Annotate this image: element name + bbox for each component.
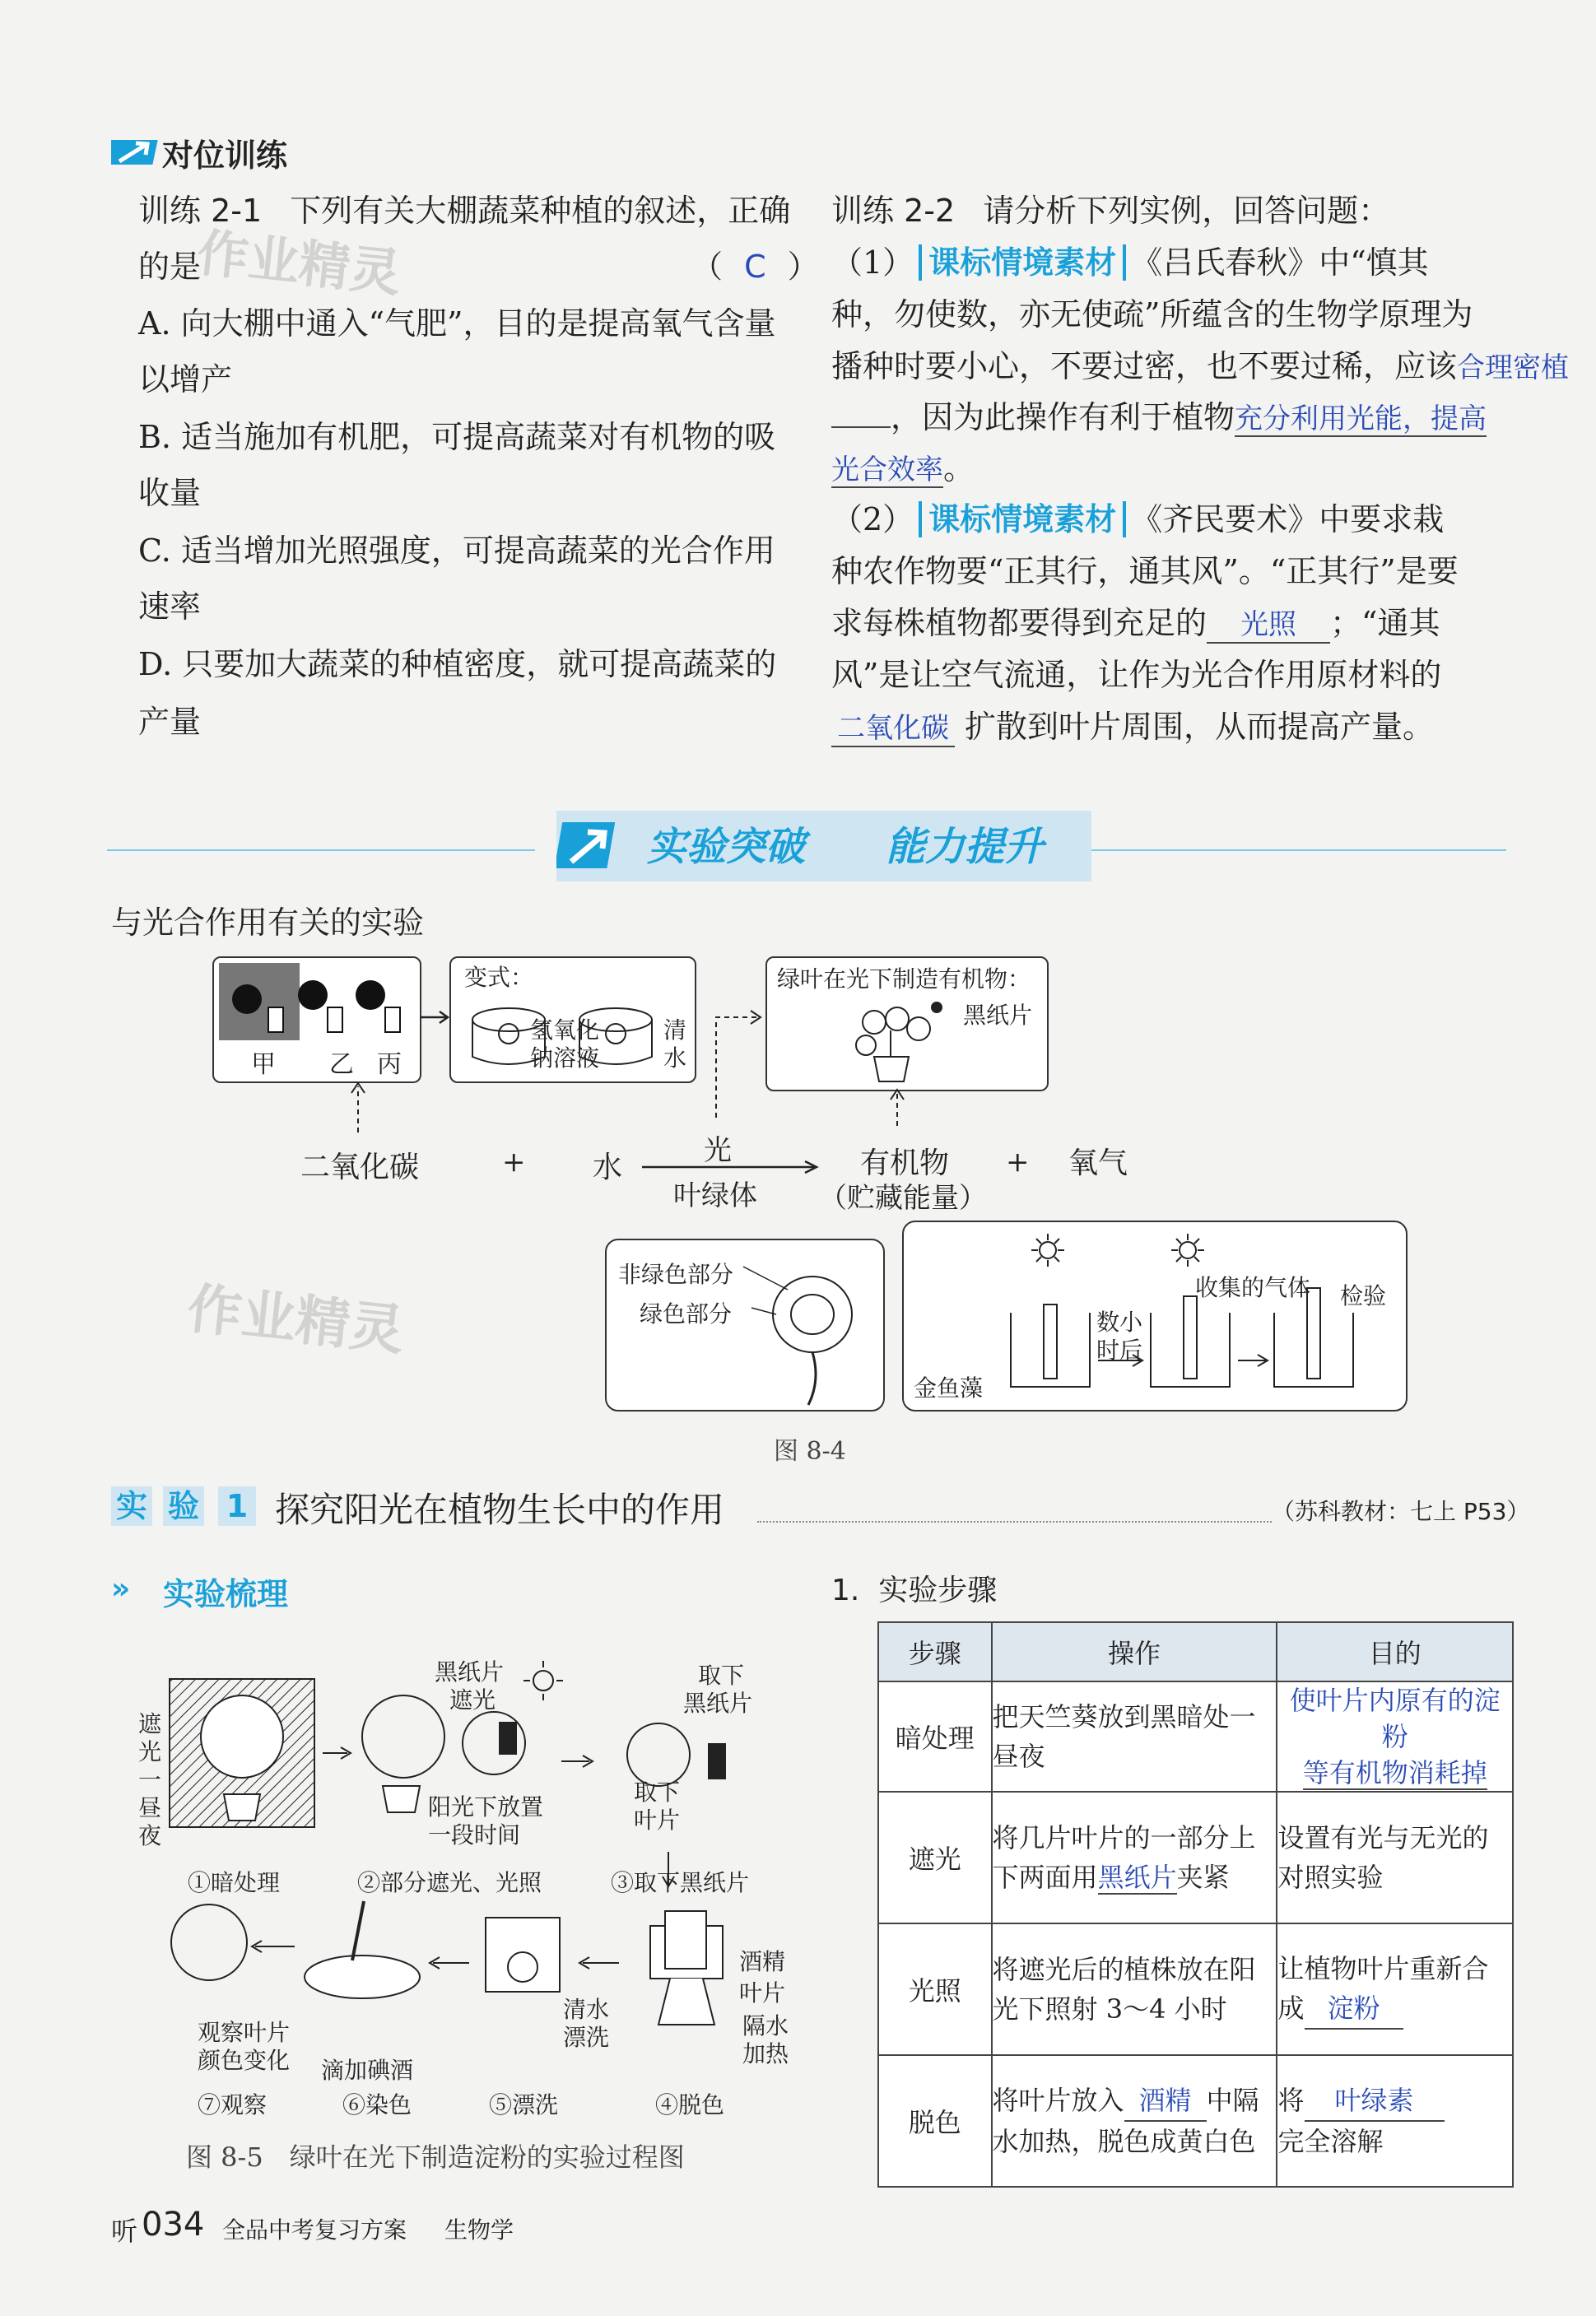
purpose-cell [1277, 1681, 1513, 1792]
eq-oxygen: 氧气 [1068, 1146, 1128, 1180]
green-part-label: 绿色部分 [640, 1300, 733, 1328]
paren-right: ） [787, 249, 819, 285]
eq-chlorophyll: 叶绿体 [673, 1179, 757, 1212]
step-7-label: ⑦观察 [198, 2091, 268, 2118]
variegated-leaf-box [605, 1239, 885, 1411]
steps-title: 1. 实验步骤 [831, 1574, 998, 1607]
banner-rule-right [1062, 849, 1506, 851]
dark-label-char: 夜 [138, 1822, 162, 1849]
operation-text: 中隔水加热，脱色成黄白色 [992, 2085, 1259, 2157]
exp-tag-2: 验 [163, 1486, 204, 1526]
observe-label-1: 观察叶片 [198, 2019, 291, 2046]
double-chevron-icon: » [111, 1572, 131, 1606]
operation-text: 将几片叶片的一部分上下两面用 [992, 1822, 1256, 1893]
answer-3: 光照 [1207, 602, 1330, 644]
footer-page-prefix: 听 [111, 2216, 138, 2247]
variant-label: 变式： [464, 964, 534, 991]
remove-label-1: 取下 [698, 1662, 745, 1689]
take-leaf-label-2: 叶片 [634, 1807, 681, 1834]
exp-number: 1 [218, 1486, 256, 1526]
purpose-answer: 叶绿素 [1305, 2081, 1445, 2122]
black-paper-label: 黑纸片 [963, 1002, 1033, 1029]
banner-rule-left [107, 849, 535, 851]
watermark: 作业精灵 [184, 1277, 407, 1363]
part-2-text: 扩散到叶片周围，从而提高产量。 [965, 709, 1435, 745]
eq-organic: 有机物 [860, 1146, 950, 1180]
purpose-answer: 使叶片内原有的淀粉 [1289, 1685, 1501, 1752]
q21-label: 训练 2-1 [138, 193, 263, 229]
figure-8-4-caption: 图 8-4 [774, 1437, 846, 1466]
exp-title: 探究阳光在植物生长中的作用 [275, 1490, 725, 1530]
observe-label-2: 颜色变化 [198, 2047, 291, 2074]
sunlight-label-1: 阳光下放置 [428, 1793, 544, 1821]
q22-label: 训练 2-2 [831, 193, 956, 229]
part-2-number: （2） [831, 501, 914, 537]
q21-stem-a: 下列有关大棚蔬菜种植的叙述，正确 [290, 193, 791, 229]
dark-label-char: 遮 [138, 1710, 162, 1737]
hours-label-1: 数小 [1096, 1309, 1143, 1336]
part-1-number: （1） [831, 244, 914, 281]
review-title: 实验梳理 [163, 1576, 289, 1612]
purpose-cell [1277, 1923, 1513, 2055]
step-1-label: ①暗处理 [188, 1869, 281, 1896]
table-row [878, 2055, 1513, 2187]
dark-treatment-label [138, 1710, 166, 1850]
label-yi: 乙 [329, 1050, 354, 1079]
steps-table [877, 1621, 1514, 2188]
leaf-icon [607, 1240, 883, 1410]
q21-stem-b: 的是 [138, 249, 202, 285]
exp-rule [757, 1521, 1272, 1523]
operation-answer: 酒精 [1124, 2081, 1207, 2122]
table-row [878, 1923, 1513, 2055]
table-header: 操作 [992, 1622, 1277, 1681]
alcohol-label: 酒精 [739, 1948, 786, 1975]
rinse-label-2: 漂洗 [563, 2024, 610, 2051]
purpose-text: 将 [1277, 2085, 1305, 2116]
purpose-cell [1277, 2055, 1513, 2187]
purpose-text: 完全溶解 [1277, 2126, 1384, 2157]
eq-energy: （贮藏能量） [819, 1182, 987, 1215]
eq-light: 光 [704, 1134, 732, 1167]
part-1-text: 种，勿使数，亦无使疏”所蕴含的生物学原理为 [831, 296, 1473, 333]
paren-left: （ [691, 249, 724, 285]
book-title: 全品中考复习方案 [222, 2216, 407, 2244]
operation-cell: 把天竺葵放到黑暗处一昼夜 [992, 1681, 1277, 1792]
gas-label: 收集的气体 [1195, 1274, 1311, 1301]
operation-answer: 黑纸片 [1097, 1862, 1177, 1893]
label-jia: 甲 [251, 1050, 276, 1079]
part-1-text: 播种时要小心，不要过密，也不要过稀，应该 [831, 348, 1458, 384]
banner-title-2: 能力提升 [886, 824, 1045, 870]
q21-option-c2: 速率 [138, 588, 202, 625]
table-row [878, 1681, 1513, 1792]
q21-option-a2: 以增产 [138, 361, 233, 398]
q21-option-d2: 产量 [138, 704, 202, 740]
subject-label: 生物学 [444, 2216, 514, 2244]
water-bath-label-1: 隔水 [742, 2012, 789, 2039]
material-tag: 课标情境素材 [919, 501, 1126, 537]
answer-2b: 光合效率 [831, 453, 943, 486]
q21-option-b1: B. 适当施加有机肥，可提高蔬菜对有机物的吸 [138, 419, 776, 455]
step-3-label: ③取下黑纸片 [611, 1869, 750, 1896]
part-2-text: ；“通其 [1330, 605, 1440, 641]
step-5-label: ⑤漂洗 [489, 2091, 559, 2118]
naoh-label-1: 氢氧化 [530, 1016, 600, 1044]
water-label-1: 清 [663, 1016, 687, 1044]
rinse-label-1: 清水 [563, 1996, 610, 2023]
hours-label-2: 时后 [1096, 1337, 1143, 1364]
dark-label-char: 昼 [138, 1794, 162, 1821]
water-label-2: 水 [663, 1044, 687, 1072]
operation-cell [992, 1792, 1277, 1923]
nongreen-label: 非绿色部分 [618, 1261, 734, 1288]
q21-option-d1: D. 只要加大蔬菜的种植密度，就可提高蔬菜的 [138, 646, 777, 682]
sunlight-label-2: 一段时间 [428, 1821, 521, 1849]
eq-plus-2: + [1006, 1146, 1030, 1179]
exp-tag-1: 实 [111, 1486, 152, 1526]
step-2-label: ②部分遮光、光照 [357, 1869, 542, 1896]
q21-option-a1: A. 向大棚中通入“气肥”，目的是提高氧气含量 [138, 305, 776, 342]
step-4-label: ④脱色 [655, 2091, 725, 2118]
q22-stem: 请分析下列实例，回答问题： [983, 193, 1390, 229]
answer-blank [831, 393, 891, 428]
part-1-text: 。 [943, 450, 975, 486]
test-label: 检验 [1340, 1282, 1387, 1309]
step-cell: 暗处理 [878, 1681, 992, 1792]
eq-co2: 二氧化碳 [300, 1151, 420, 1184]
black-cover-label-1: 黑纸片 [435, 1658, 505, 1686]
banner-title-1: 实验突破 [647, 824, 806, 870]
eq-plus-1: + [502, 1146, 526, 1179]
step-cell: 光照 [878, 1923, 992, 2055]
q21-option-c1: C. 适当增加光照强度，可提高蔬菜的光合作用 [138, 532, 775, 569]
purpose-text: 让植物叶片重新合成 [1277, 1953, 1489, 2024]
goldfish-weed-label: 金鱼藻 [914, 1374, 984, 1402]
material-tag: 课标情境素材 [919, 244, 1126, 281]
step-cell: 遮光 [878, 1792, 992, 1923]
arrow-icon [111, 135, 162, 168]
figure-8-5-caption: 图 8-5 绿叶在光下制造淀粉的实验过程图 [186, 2142, 685, 2173]
subtitle: 与光合作用有关的实验 [111, 905, 425, 941]
iodine-label: 滴加碘酒 [321, 2057, 414, 2084]
remove-label-2: 黑纸片 [683, 1690, 753, 1717]
exp-source: （苏科教材：七上 P53） [1272, 1498, 1530, 1525]
table-row [878, 1792, 1513, 1923]
q21-answer: C [744, 249, 766, 285]
table-header: 步骤 [878, 1622, 992, 1681]
table-header: 目的 [1277, 1622, 1513, 1681]
green-leaf-label: 绿叶在光下制造有机物： [777, 965, 1031, 993]
water-bath-label-2: 加热 [742, 2040, 789, 2067]
step-6-label: ⑥染色 [342, 2091, 412, 2118]
dark-label-char: 一 [138, 1766, 162, 1793]
eq-water: 水 [593, 1151, 623, 1184]
leaf-label: 叶片 [739, 1979, 786, 2007]
part-1-text: 《吕氏春秋》中“慎其 [1131, 244, 1429, 281]
part-2-text: 《齐民要术》中要求栽 [1131, 501, 1445, 537]
naoh-label-2: 钠溶液 [530, 1044, 600, 1072]
black-cover-label-2: 遮光 [449, 1686, 496, 1714]
page-number: 034 [142, 2206, 205, 2244]
arrow-icon [556, 819, 622, 872]
watermark: 作业精灵 [194, 222, 404, 304]
answer-1: 合理密植 [1457, 351, 1570, 384]
purpose-cell: 设置有光与无光的对照实验 [1277, 1792, 1513, 1923]
operation-cell [992, 2055, 1277, 2187]
operation-text: 夹紧 [1176, 1862, 1230, 1893]
part-2-text: 求每株植物都要得到充足的 [831, 605, 1207, 641]
part-2-text: 种农作物要“正其行，通其风”。“正其行”是要 [831, 553, 1459, 589]
section-header-label: 对位训练 [162, 137, 288, 174]
purpose-answer: 等有机物消耗掉 [1302, 1757, 1487, 1788]
oxygen-test-box [902, 1221, 1408, 1411]
purpose-answer: 淀粉 [1305, 1988, 1403, 2030]
step-cell: 脱色 [878, 2055, 992, 2187]
operation-cell: 将遮光后的植株放在阳光下照射 3～4 小时 [992, 1923, 1277, 2055]
answer-2a: 充分利用光能，提高 [1235, 402, 1487, 435]
part-1-text: ，因为此操作有利于植物 [891, 399, 1235, 435]
part-2-text: 风”是让空气流通，让作为光合作用原材料的 [831, 657, 1442, 693]
q21-option-b2: 收量 [138, 475, 202, 511]
answer-4: 二氧化碳 [831, 705, 955, 747]
take-leaf-label-1: 取下 [634, 1779, 681, 1806]
table-header-row [878, 1622, 1513, 1681]
operation-text: 将叶片放入 [992, 2085, 1124, 2116]
dark-label-char: 光 [138, 1738, 162, 1765]
label-bing: 丙 [377, 1050, 402, 1079]
